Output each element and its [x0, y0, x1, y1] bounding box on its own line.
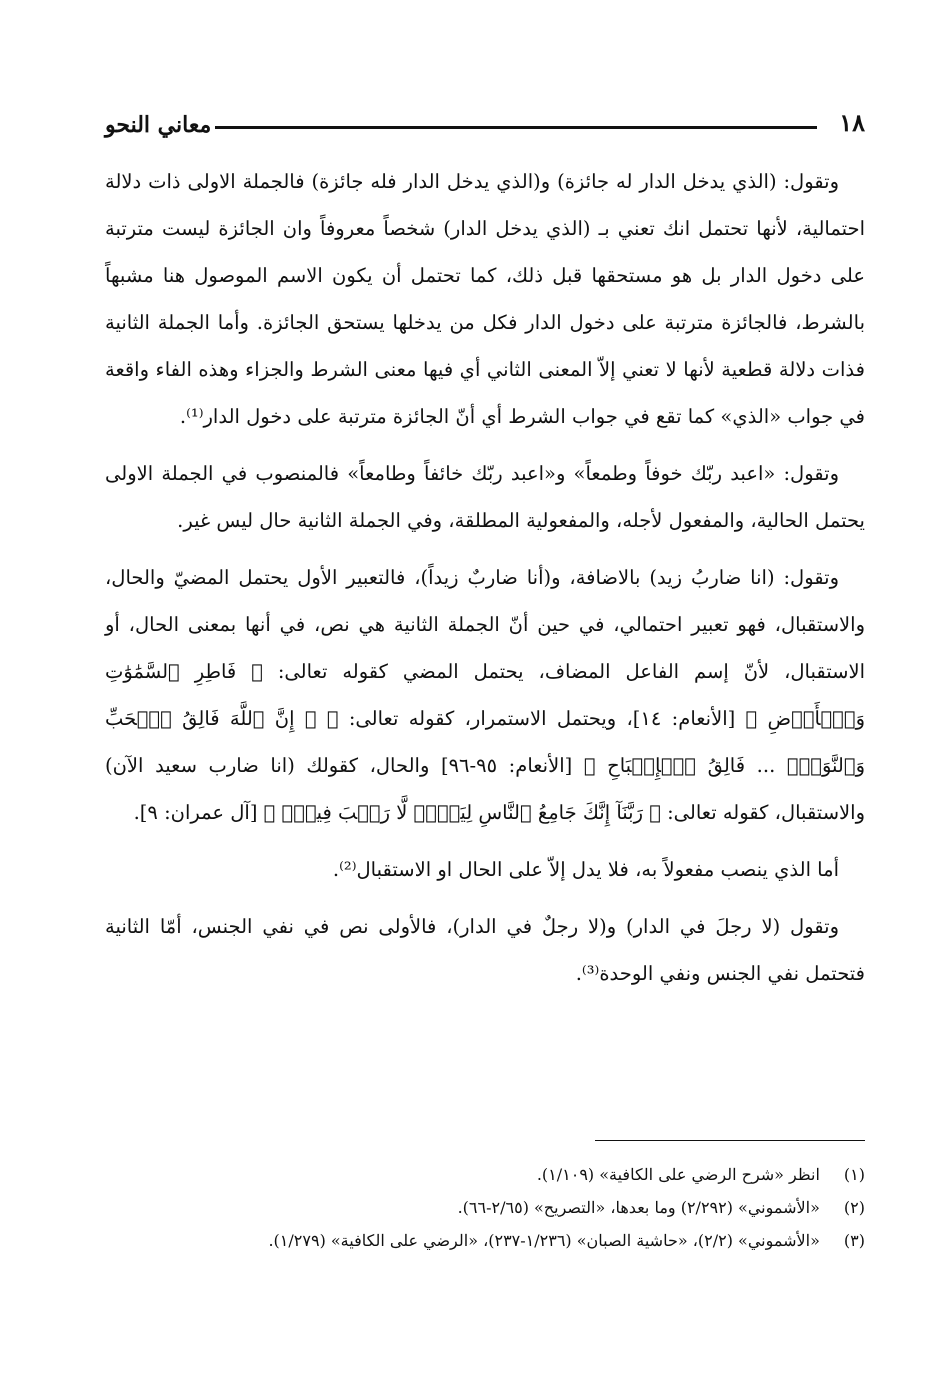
- footnote-3-number: (٣): [843, 1231, 865, 1250]
- running-header: [105, 104, 865, 144]
- footnote-2-text: «الأشموني» (٢/٢٩٢) وما بعدها، «التصريح» (٢/٦٥-٦٦).: [457, 1198, 820, 1217]
- header-title: معاني النحو: [105, 112, 212, 138]
- footnote-3: [105, 1224, 865, 1257]
- paragraph-2: وتقول: «اعبد ربّك خوفاً وطمعاً» و«اعبد ربّك خائفاً وطامعاً» فالمنصوب في الجملة الاولى يحتمل الحالية، والمفعول لأجله، والمفعولية المطلقة، وفي الجملة الثانية حال ليس غير.: [105, 462, 865, 532]
- paragraph-1: وتقول: (الذي يدخل الدار له جائزة) و(الذي يدخل الدار فله جائزة) فالجملة الاولى ذات دلالة احتمالية، لأنها تحتمل انك تعني بـ (الذي يدخل الدار) شخصاً معروفاً وان الجائزة ليست مترتبة على دخول الدار بل هو مستحقها قبل ذلك، كما تحتمل أن يكون الاسم الموصول هنا مشبهاً بالشرط، فالجائزة مترتبة على دخول الدار فكل من يدخلها يستحق الجائزة. وأما الجملة الثانية فذات دلالة قطعية لأنها لا تعني إلاّ المعنى الثاني أي فيها معنى الشرط والجزاء وهذه الفاء واقعة في جواب «الذي» كما تقع في جواب الشرط أي أنّ الجائزة مترتبة على دخول الدار⁽¹⁾.: [105, 170, 865, 428]
- page-number: ١٨: [839, 108, 865, 137]
- footnote-2: [105, 1191, 865, 1224]
- footnotes: [105, 1158, 865, 1257]
- footnote-separator: [595, 1140, 865, 1141]
- body-text: [105, 158, 865, 1007]
- footnote-1-text: انظر «شرح الرضي على الكافية» (١/١٠٩).: [536, 1165, 820, 1184]
- paragraph-5: وتقول (لا رجلَ في الدار) و(لا رجلٌ في الدار)، فالأولى نص في نفي الجنس، أمّا الثانية فتحتمل نفي الجنس ونفي الوحدة⁽³⁾.: [105, 915, 865, 985]
- footnote-1: [105, 1158, 865, 1191]
- paragraph-4: أما الذي ينصب مفعولاً به، فلا يدل إلاّ على الحال او الاستقبال⁽²⁾.: [332, 858, 839, 881]
- paragraph-3: وتقول: (انا ضاربُ زيد) بالاضافة، و(أنا ضاربٌ زيداً)، فالتعبير الأول يحتمل المضيّ والحال، والاستقبال، فهو تعبير احتمالي، في حين أنّ الجملة الثانية هي نص، في أنها بمعنى الحال، أو الاستقبال، لأنّ إسم الفاعل المضاف، يحتمل المضي كقوله تعالى: ﴿ فَاطِرِ ٱلسَّمَٰوَٰتِ وَٱلۡأَرۡضِ ﴾ [الأنعام: ١٤]، ويحتمل الاستمرار، كقوله تعالى: ﴿ ۞ إِنَّ ٱللَّهَ فَالِقُ ٱلۡحَبِّ وَٱلنَّوَىٰۖ ... فَالِقُ ٱلۡإِصۡبَاحِ ﴾ [الأنعام: ٩٥-٩٦] والحال، كقولك (انا ضارب سعيد الآن) والاستقبال، كقوله تعالى: ﴿ رَبَّنَآ إِنَّكَ جَامِعُ ٱلنَّاسِ لِيَوۡمٖ لَّا رَيۡبَ فِيهِۚ ﴾ [آل عمران: ٩].: [105, 566, 866, 824]
- footnote-1-number: (١): [843, 1165, 865, 1184]
- footnote-2-number: (٢): [843, 1198, 865, 1217]
- footnote-3-text: «الأشموني» (٢/٢)، «حاشية الصبان» (١/٢٣٦-٢٣٧)، «الرضي على الكافية» (١/٢٧٩).: [268, 1231, 820, 1250]
- header-rule: [215, 126, 817, 129]
